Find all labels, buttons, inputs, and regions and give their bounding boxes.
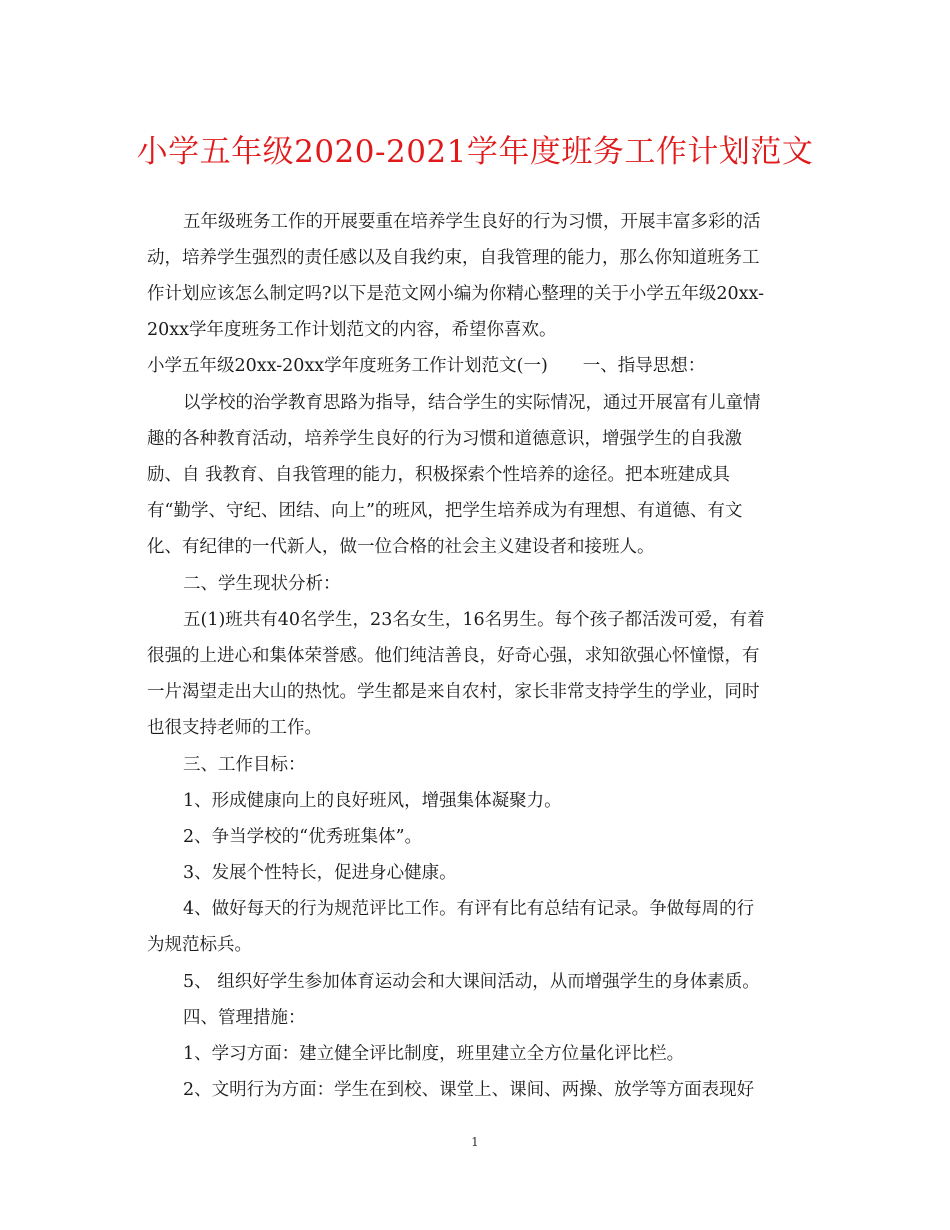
paragraph-line: 小学五年级20xx-20xx学年度班务工作计划范文(一) 一、指导思想： <box>147 356 706 376</box>
paragraph-line: 五(1)班共有40名学生，23名女生，16名男生。每个孩子都活泼可爱，有着 <box>183 610 765 630</box>
list-item: 2、争当学校的“优秀班集体”。 <box>183 827 423 847</box>
section-heading: 三、工作目标： <box>183 755 306 775</box>
list-item: 3、发展个性特长，促进身心健康。 <box>183 863 457 883</box>
section-heading: 四、管理措施： <box>183 1008 306 1028</box>
paragraph-line: 励、自 我教育、自我管理的能力，积极探索个性培养的途径。把本班建成具 <box>147 465 731 485</box>
document-title: 小学五年级2020-2021学年度班务工作计划范文 <box>136 134 814 170</box>
paragraph-line: 以学校的治学教育思路为指导，结合学生的实际情况，通过开展富有儿童情 <box>183 393 761 413</box>
page-number: 1 <box>471 1135 479 1149</box>
paragraph-line: 也很支持老师的工作。 <box>147 718 322 738</box>
paragraph-line: 作计划应该怎么制定吗?以下是范文网小编为你精心整理的关于小学五年级20xx- <box>147 284 764 304</box>
list-item: 4、做好每天的行为规范评比工作。有评有比有总结有记录。争做每周的行 <box>183 899 755 919</box>
list-item: 2、文明行为方面：学生在到校、课堂上、课间、两操、放学等方面表现好 <box>183 1080 755 1100</box>
paragraph-line: 趣的各种教育活动，培养学生良好的行为习惯和道德意识，增强学生的自我激 <box>147 429 742 449</box>
list-item: 1、学习方面：建立健全评比制度，班里建立全方位量化评比栏。 <box>183 1044 685 1064</box>
section-heading: 二、学生现状分析： <box>183 574 341 594</box>
paragraph-line: 一片渴望走出大山的热忱。学生都是来自农村，家长非常支持学生的学业，同时 <box>147 682 760 702</box>
list-item-continuation: 为规范标兵。 <box>147 935 252 955</box>
paragraph-line: 很强的上进心和集体荣誉感。他们纯洁善良，好奇心强，求知欲强心怀憧憬，有 <box>147 646 760 666</box>
paragraph-line: 20xx学年度班务工作计划范文的内容，希望你喜欢。 <box>147 320 557 340</box>
paragraph-line: 动，培养学生强烈的责任感以及自我约束，自我管理的能力，那么你知道班务工 <box>147 248 760 268</box>
list-item: 5、 组织好学生参加体育运动会和大课间活动，从而增强学生的身体素质。 <box>183 972 760 992</box>
list-item: 1、形成健康向上的良好班风，增强集体凝聚力。 <box>183 791 562 811</box>
paragraph-line: 化、有纪律的一代新人，做一位合格的社会主义建设者和接班人。 <box>147 537 655 557</box>
paragraph-line: 五年级班务工作的开展要重在培养学生良好的行为习惯，开展丰富多彩的活 <box>183 212 761 232</box>
paragraph-line: 有“勤学、守纪、团结、向上”的班风，把学生培养成为有理想、有道德、有文 <box>147 501 743 521</box>
